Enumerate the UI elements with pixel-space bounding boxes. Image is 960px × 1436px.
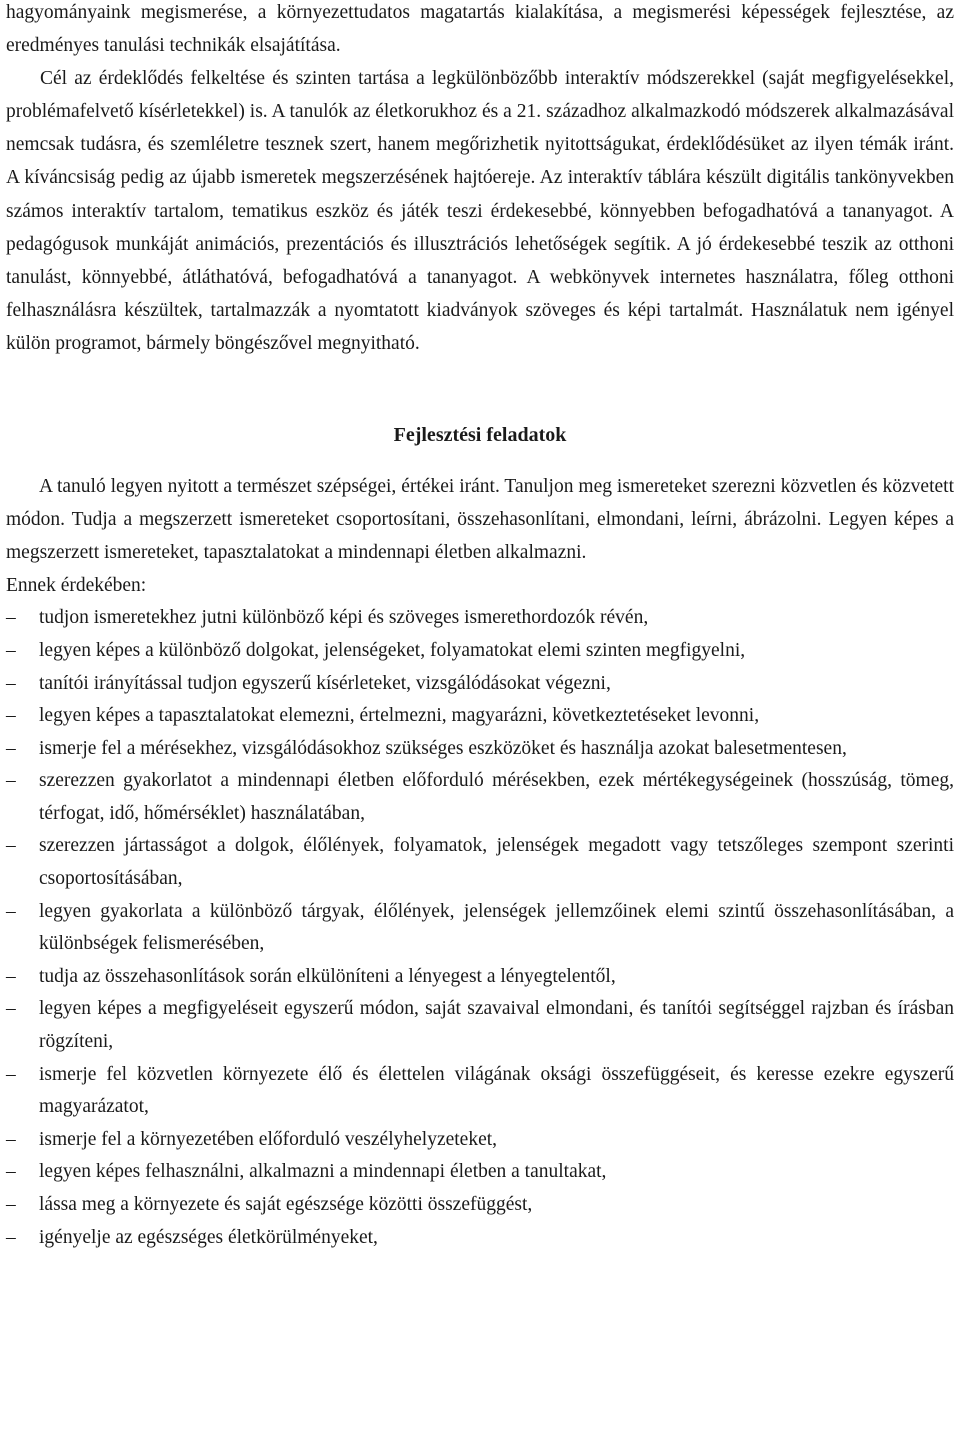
list-item (6, 896, 954, 961)
list-item (6, 1189, 954, 1222)
dash-marker: – (6, 737, 16, 759)
list-item-text: tudjon ismeretekhez jutni különböző képi és szöveges ismerethordozók révén, (39, 607, 649, 629)
intro-paragraph: Cél az érdeklődés felkeltése és szinten tartása a legkülönbözőbb interaktív módszerekkel (saját megfigyelésekkel, problémafelvető kísérletekkel) is. A tanulók az életkorukhoz és a 21. századhoz alkalmazkodó módszerek alkalmazásával nemcsak tudásra, és szemléletre tesznek szert, hanem megőrizhetik nyitottságukat, érdeklődésüket az ilyen témák iránt. A kíváncsiság pedig az újabb ismeretek megszerzésének hajtóereje. Az interaktív táblára készült digitális tankönyvekben számos interaktív tartalom, tematikus eszköz és játék teszi érdekesebbé, könnyebben befogadhatóvá a tananyagot. A pedagógusok munkáját animációs, prezentációs és illusztrációs lehetőségek segítik. A jó érdekesebbé teszik az otthoni tanulást, könnyebbé, átláthatóvá, befogadhatóvá a tananyagot. A webkönyvek internetes használatra, főleg otthoni felhasználásra készültek, tartalmazzák a nyomtatott kiadványok szöveges és képi tartalmát. Használatuk nem igényel külön programot, bármely böngészővel megnyitható. (6, 68, 954, 354)
list-item-text: tanítói irányítással tudjon egyszerű kísérleteket, vizsgálódásokat végezni, (39, 672, 611, 694)
dash-marker: – (6, 607, 16, 629)
dash-marker: – (6, 639, 16, 661)
dash-marker: – (6, 770, 16, 792)
intro-first-line: hagyományaink megismerése, a környezettudatos magatartás kialakítása, a megismerési képességek fejlesztése, az eredményes tanulási technikák elsajátítása. (6, 2, 954, 57)
list-item (6, 733, 954, 766)
dash-marker: – (6, 1128, 16, 1150)
list-item (6, 1124, 954, 1157)
dash-marker: – (6, 1194, 16, 1215)
list-item-text: szerezzen gyakorlatot a mindennapi életben előforduló mérésekben, ezek mértékegységeinek (hosszúság, tömeg, térfogat, idő, hőmérséklet) használatában, (39, 770, 954, 824)
section-paragraph: A tanuló legyen nyitott a természet szépségei, értékei iránt. Tanuljon meg ismereteket szerezni közvetlen és közvetett módon. Tudja a megszerzett ismereteket csoportosítani, összehasonlítani, elmondani, leírni, ábrázolni. Legyen képes a megszerzett ismereteket, tapasztalatokat a mindennapi életben alkalmazni. (6, 476, 954, 564)
list-item-text: legyen gyakorlata a különböző tárgyak, élőlények, jelenségek jellemzőinek elemi szintű összehasonlításában, a különbségek felismerésében, (39, 900, 954, 955)
list-item-text: tudja az összehasonlítások során elkülöníteni a lényegest a lényegtelentől, (39, 965, 616, 987)
dash-marker: – (6, 1063, 16, 1085)
list-item (6, 1222, 954, 1255)
list-item (6, 993, 954, 1058)
dash-marker: – (6, 998, 16, 1020)
goal-list (6, 602, 954, 1254)
list-item (6, 602, 954, 635)
list-item (6, 961, 954, 994)
list-item (6, 1156, 954, 1189)
list-item (6, 668, 954, 701)
dash-marker: – (6, 705, 16, 727)
list-item (6, 1059, 954, 1124)
list-item-text: legyen képes a tapasztalatokat elemezni, értelmezni, magyarázni, következtetéseket levonni, (39, 705, 760, 727)
list-item (6, 765, 954, 830)
dash-marker: – (6, 672, 16, 694)
list-lead: Ennek érdekében: (6, 575, 147, 597)
dash-marker: – (6, 965, 16, 987)
list-item-text: igényelje az egészséges életkörülményeket, (39, 1226, 378, 1248)
list-item-text: szerezzen jártasságot a dolgok, élőlények, folyamatok, jelenségek megadott vagy tetszőleges szempont szerinti csoportosításában, (39, 835, 954, 890)
list-item-text: ismerje fel a környezetében előforduló veszélyhelyzeteket, (39, 1128, 498, 1150)
list-item (6, 830, 954, 895)
section-heading: Fejlesztési feladatok (393, 424, 567, 447)
list-item (6, 635, 954, 668)
dash-marker: – (6, 1161, 16, 1183)
list-item (6, 700, 954, 733)
list-item-text: ismerje fel közvetlen környezete élő és élettelen világának oksági összefüggéseit, és keresse ezekre egyszerű magyarázatot, (39, 1063, 954, 1118)
list-item-text: legyen képes felhasználni, alkalmazni a mindennapi életben a tanultakat, (39, 1161, 607, 1183)
list-item-text: ismerje fel a mérésekhez, vizsgálódásokhoz szükséges eszközöket és használja azokat balesetmentesen, (39, 737, 847, 759)
dash-marker: – (6, 900, 16, 922)
list-item-text: legyen képes a különböző dolgokat, jelenségeket, folyamatokat elemi szinten megfigyelni, (39, 639, 746, 661)
list-item-text: legyen képes a megfigyeléseit egyszerű módon, saját szavaival elmondani, és tanítói segítséggel rajzban és írásban rögzíteni, (39, 998, 954, 1053)
dash-marker: – (6, 1226, 16, 1248)
dash-marker: – (6, 835, 16, 857)
list-item-text: lássa meg a környezete és saját egészsége közötti összefüggést, (39, 1194, 533, 1215)
